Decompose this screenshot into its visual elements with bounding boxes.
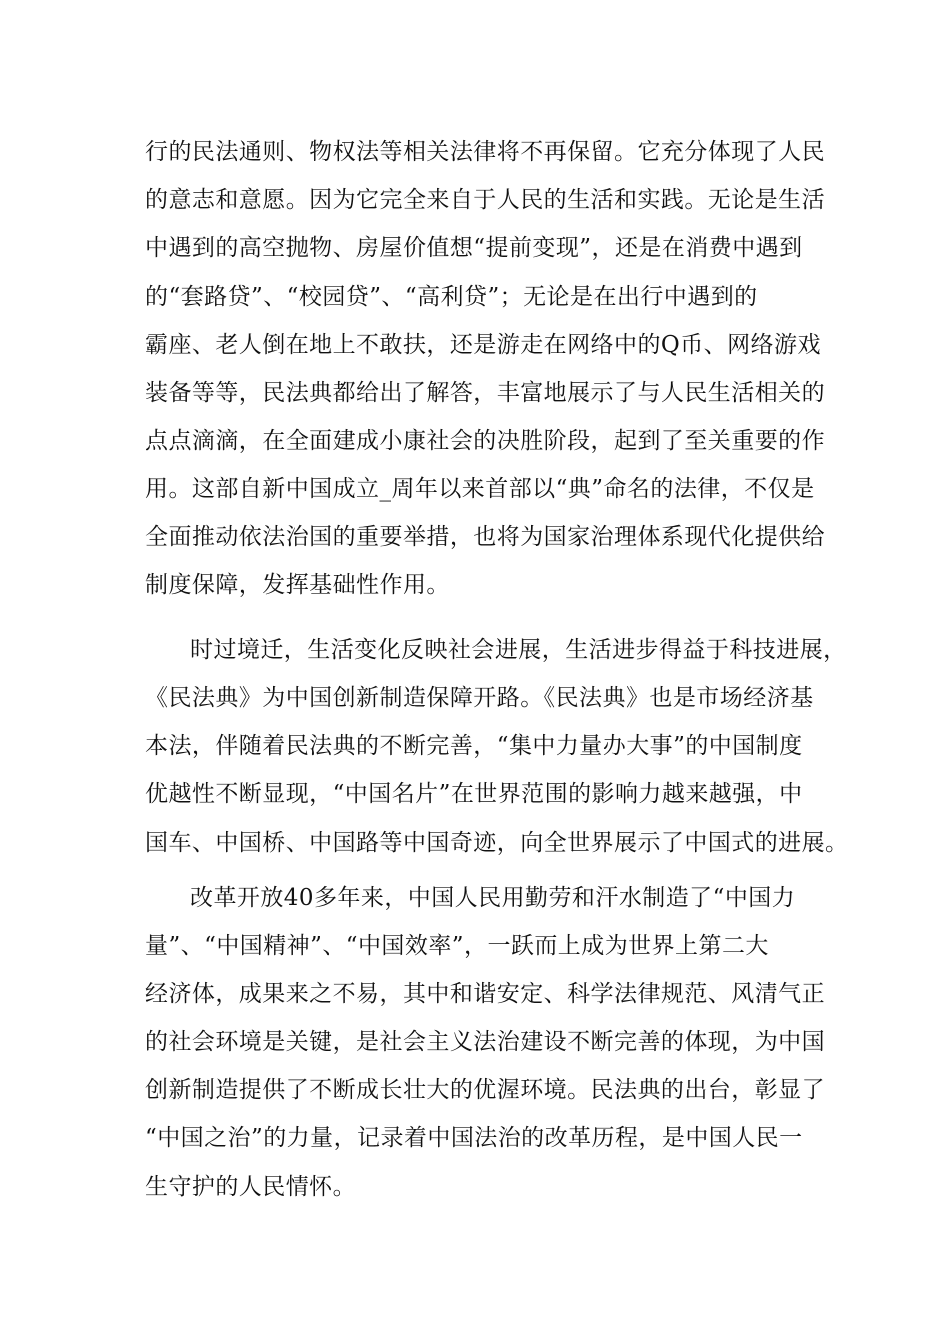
- text-line: 中遇到的高空抛物、房屋价值想“提前变现”，还是在消费中遇到: [145, 235, 803, 261]
- text-line: 生守护的人民情怀。: [145, 1174, 357, 1200]
- text-line: 本法，伴随着民法典的不断完善，“集中力量办大事”的中国制度: [145, 733, 803, 759]
- text-line: 用。这部自新中国成立_周年以来首部以“典”命名的法律，不仅是: [145, 476, 815, 502]
- text-line: 霸座、老人倒在地上不敢扶，还是游走在网络中的Q币、网络游戏: [145, 332, 821, 358]
- text-line: 的意志和意愿。因为它完全来自于人民的生活和实践。无论是生活: [145, 187, 826, 213]
- text-line: 创新制造提供了不断成长壮大的优渥环境。民法典的出台，彰显了: [145, 1077, 826, 1103]
- paragraph-first-line: 时过境迁，生活变化反映社会进展，生活进步得益于科技进展，: [190, 637, 847, 663]
- paragraph-first-line: 改革开放40多年来，中国人民用勤劳和汗水制造了“中国力: [190, 885, 796, 911]
- text-line: 装备等等，民法典都给出了解答，丰富地展示了与人民生活相关的: [145, 380, 826, 406]
- text-line: “中国之治”的力量，记录着中国法治的改革历程，是中国人民一: [145, 1125, 803, 1151]
- text-line: 量”、“中国精神”、“中国效率”，一跃而上成为世界上第二大: [145, 933, 769, 959]
- text-line: 《民法典》为中国创新制造保障开路。《民法典》也是市场经济基: [145, 685, 814, 711]
- text-line: 的社会环境是关键，是社会主义法治建设不断完善的体现，为中国: [145, 1029, 826, 1055]
- text-line: 制度保障，发挥基础性作用。: [145, 572, 450, 598]
- text-line: 的“套路贷”、“校园贷”、“高利贷”；无论是在出行中遇到的: [145, 284, 758, 310]
- text-line: 经济体，成果来之不易，其中和谐安定、科学法律规范、风清气正: [145, 981, 826, 1007]
- text-line: 点点滴滴，在全面建成小康社会的决胜阶段，起到了至关重要的作: [145, 428, 826, 454]
- text-line: 全面推动依法治国的重要举措，也将为国家治理体系现代化提供给: [145, 524, 826, 550]
- text-line: 优越性不断显现，“中国名片”在世界范围的影响力越来越强，中: [145, 781, 803, 807]
- text-line: 行的民法通则、物权法等相关法律将不再保留。它充分体现了人民: [145, 139, 826, 165]
- text-line: 国车、中国桥、中国路等中国奇迹，向全世界展示了中国式的进展。: [145, 830, 849, 856]
